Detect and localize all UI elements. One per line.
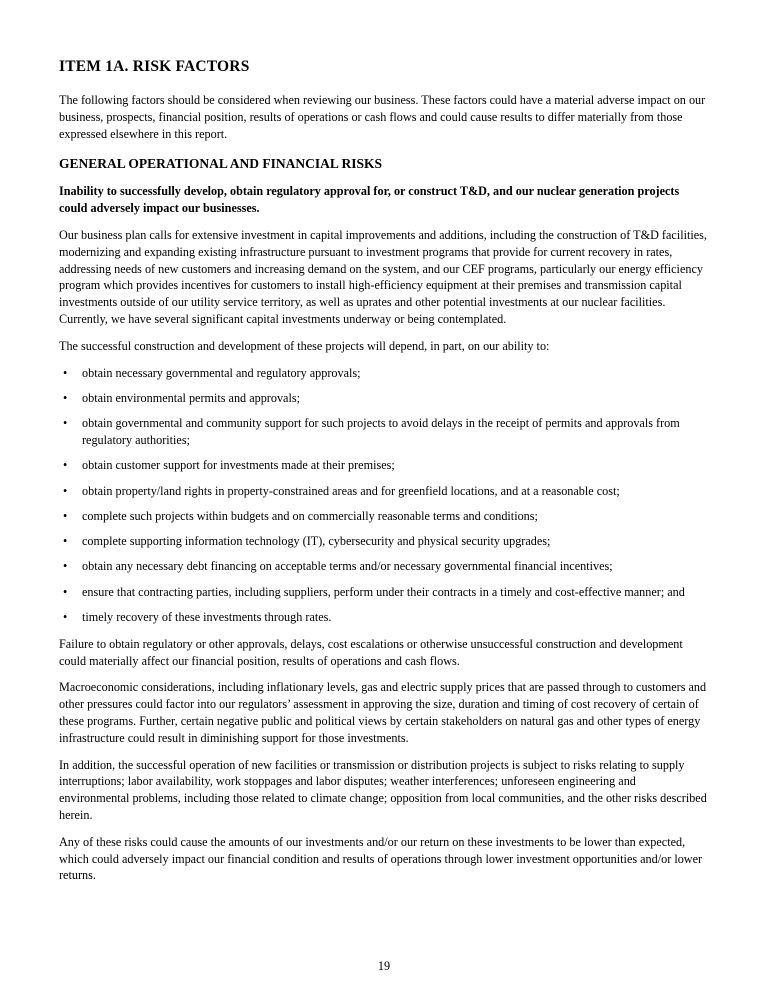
- intro-paragraph: The following factors should be considered when reviewing our business. These factors could have a material adverse impact on our business, prospects, financial position, results of operations or cash flows and could cause results to differ materially from those expressed elsewhere in this report.: [59, 93, 706, 141]
- bullet-item: • complete such projects within budgets and on commercially reasonable terms and conditions;: [59, 508, 709, 525]
- paragraph-operation-risks: In addition, the successful operation of new facilities or transmission or distribution projects is subject to risks relating to supply interruptions; labor availability, work stoppages and labor disputes; weather interferences; unforeseen engineering and environmental problems, including those related to climate change; opposition from local communities, and the other risks described herein.: [59, 757, 707, 822]
- bullet-item: • obtain any necessary debt financing on acceptable terms and/or necessary governmental financial incentives;: [59, 558, 709, 575]
- paragraph-failure: Failure to obtain regulatory or other approvals, delays, cost escalations or otherwise unsuccessful construction and development could materially affect our financial position, results of operations and cash flows.: [59, 636, 683, 668]
- bullet-item: • obtain environmental permits and approvals;: [59, 390, 709, 407]
- paragraph-business-plan: Our business plan calls for extensive investment in capital improvements and additions, including the construction of T&D facilities, modernizing and expanding existing infrastructure pursuant to investment programs that provide for current recovery in rates, addressing needs of new customers and increasing demand on the system, and our CEF programs, particularly our energy efficiency program which provides incentives for customers to install high-efficiency equipment at their premises and transmission capital investments outside of our utility service territory, as well as uprates and other potential investments at our nuclear facilities. Currently, we have several significant capital investments underway or being contemplated.: [59, 227, 707, 326]
- bullet-item: • obtain governmental and community support for such projects to avoid delays in the receipt of permits and approvals from regulatory authorities;: [59, 415, 709, 449]
- page-number: 19: [377, 959, 391, 973]
- risk-factor-heading: Inability to successfully develop, obtain regulatory approval for, or construct T&D, and our nuclear generation projects could adversely impact our businesses.: [59, 184, 680, 216]
- page-title: ITEM 1A. RISK FACTORS: [59, 58, 250, 75]
- paragraph-any-risks: Any of these risks could cause the amounts of our investments and/or our return on these investments to be lower than expected, which could adversely impact our financial condition and results of operations through lower investment opportunities and/or lower returns.: [59, 834, 703, 883]
- bullet-item: • ensure that contracting parties, including suppliers, perform under their contracts in a timely and cost-effective manner; and: [59, 584, 709, 601]
- bullet-item: • timely recovery of these investments through rates.: [59, 609, 709, 626]
- paragraph-depend-lead: The successful construction and development of these projects will depend, in part, on our ability to:: [59, 338, 550, 353]
- paragraph-macroeconomic: Macroeconomic considerations, including inflationary levels, gas and electric supply prices that are passed through to customers and other pressures could factor into our regulators’ assessment in approving the size, duration and timing of cost recovery of certain of these programs. Further, certain negative public and political views by certain stakeholders on natural gas and other types of energy infrastructure could result in diminishing support for those investments.: [59, 680, 707, 745]
- bullet-item: • obtain property/land rights in property-constrained areas and for greenfield locations, and at a reasonable cost;: [59, 483, 709, 500]
- bullet-item: • complete supporting information technology (IT), cybersecurity and physical security upgrades;: [59, 533, 709, 550]
- section-heading: GENERAL OPERATIONAL AND FINANCIAL RISKS: [59, 156, 383, 172]
- risk-bullet-list: [59, 365, 709, 626]
- bullet-item: • obtain customer support for investments made at their premises;: [59, 457, 709, 474]
- bullet-item: • obtain necessary governmental and regulatory approvals;: [59, 365, 709, 382]
